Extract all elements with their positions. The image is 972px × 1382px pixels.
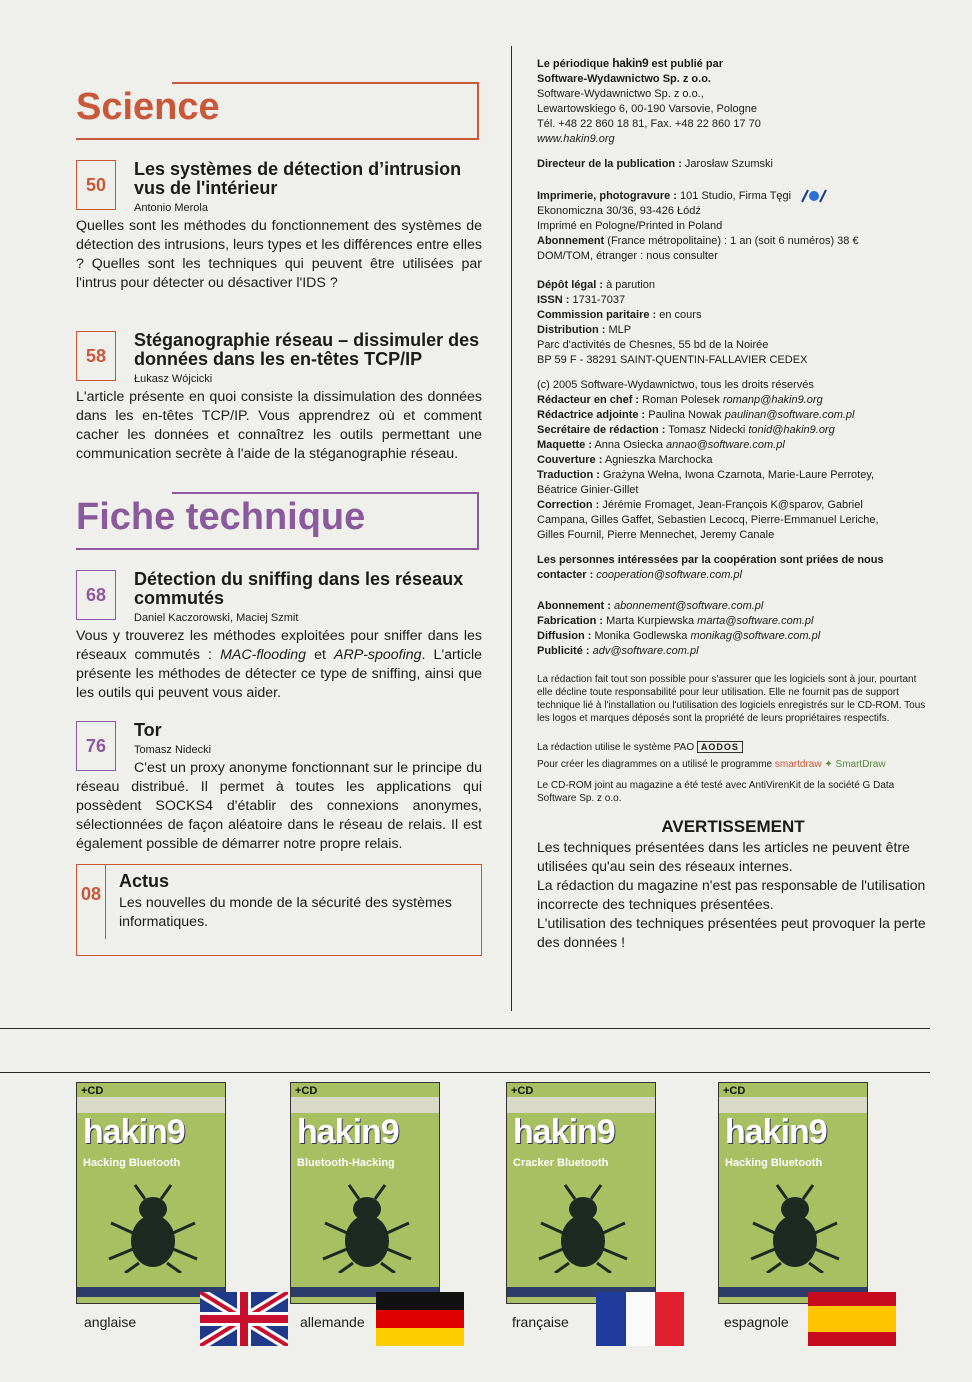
article-title: Tor	[134, 720, 162, 740]
article-68	[76, 570, 482, 703]
article-title: Les systèmes de détection d’intrusion vus de l'intérieur	[134, 159, 462, 198]
article-summary: Quelles sont les méthodes du fonctionnement des systèmes de détection des intrusions, leurs types et les différences entre elles ? Quelles sont les techniques qui peuvent être utilisées par l'intrus pour détecter ou désactiver l'IDS ?	[76, 218, 482, 291]
article-title: Stéganographie réseau – dissimuler des données dans les en-têtes TCP/IP	[134, 330, 480, 369]
cover-spanish: +CD hakin9 Hacking Bluetooth	[718, 1082, 868, 1304]
page-number: 76	[76, 721, 116, 771]
beetle-icon	[535, 1183, 631, 1273]
article-summary: L'article présente en quoi consiste la dissimulation des données dans les en-têtes TCP/IP. Vous apprendrez où et comment cacher les données et connaîtrez les outils permettant une communication secrète à l'aide de la stéganographie réseau.	[76, 389, 482, 462]
page-number: 68	[76, 570, 116, 620]
cover-german: +CD hakin9 Bluetooth-Hacking	[290, 1082, 440, 1304]
article-50	[76, 160, 482, 293]
smartdraw-logo: smartdraw	[774, 759, 822, 770]
smartdraw-logo-2: ✦ SmartDraw	[824, 759, 886, 770]
article-author: Antonio Merola	[134, 202, 208, 214]
aodos-logo: AODOS	[697, 741, 743, 753]
imprint-column: Le périodique hakin9 est publié par Software-Wydawnictwo Sp. z o.o. Software-Wydawnictwo Sp. z o.o., Lewartowskiego 6, 00-190 Varsovie, Pologne Tél. +48 22 860 18 81, Fax. +48 22 860 17 70 www.hakin9.org Directeur de la publication : Jarosław Szumski Imprimerie, photogravure : 101 Studio, Firma Tęgi Ekonomiczna 30/36, 93-426 Łódź Imprimé en Pologne/Printed in Poland Abonnement (France métropolitaine) : 1 an (soit 6 numéros) 38 € DOM/TOM, étranger : nous consulter Dépôt légal : à parution ISSN : 1731-7037 Commission paritaire : en cours Distribution : MLP Parc d'activités de Chesnes, 55 bd de la Noirée BP 59 F - 38291 SAINT-QUENTIN-FALLAVIER CEDEX (c) 2005 Software-Wydawnictwo, tous les droits réservés Rédacteur en chef : Roman Polesek romanp@hakin9.org Rédactrice adjointe : Paulina Nowak paulinan@software.com.pl Secrétaire de rédaction : Tomasz Nidecki tonid@hakin9.org Maquette : Anna Osiecka annao@software.com.pl Couverture : Agnieszka Marchocka Traduction : Grażyna Wełna, Iwona Czarnota, Marie-Laure Perrotey, Béatrice Ginier-Gillet Correction : Jérémie Fromaget, Jean-François K@sparov, Gabriel Campana, Gilles Gaffet, Sebastien Lecocq, Pierre-Emmanuel Leriche, Gilles Fournil, Pierre Mennechet, Jeremy Canale Les personnes intéressées par la coopération sont priées de nous contacter : cooperation@software.com.pl Abonnement : abonnement@software.com.pl Fabrication : Marta Kurpiewska marta@software.com.pl Diffusion : Monika Godlewska monikag@software.com.pl Publicité : adv@software.com.pl La rédaction fait tout son possible pour s'assurer que les logiciels sont à jour, pourtant elle décline toute responsabilité pour leur utilisation. Elle ne fournit pas de support technique lié à l'installation ou l'utilisation des logiciels enregistrés sur le CD-ROM. Tous les logos et marques déposés sont la propriété de leurs propriétaires respectifs. La rédaction utilise le système PAO AODOS Pour créer les diagrammes on a utilisé le programme smartdraw ✦ SmartDraw Le CD-ROM joint au magazine a été testé avec AntiVirenKit de la société G Data Software Sp. z o.o. AVERTISSEMENT Les techniques présentées dans les articles ne peuvent être utilisées qu'au sein des réseaux internes. La rédaction du magazine n'est pas responsable de l'utilisation incorrecte des techniques présentées. L'utilisation des techniques présentées peut provoquer la perte des données !	[537, 56, 929, 952]
horizontal-divider-bottom	[0, 1072, 930, 1073]
article-author: Daniel Kaczorowski, Maciej Szmit	[134, 612, 299, 624]
lang-label: anglaise	[84, 1314, 137, 1330]
germany-flag-icon	[376, 1292, 464, 1346]
article-author: Tomasz Nidecki	[134, 744, 212, 756]
warning-body: Les techniques présentées dans les articles ne peuvent être utilisées qu'au sein des réseaux internes. La rédaction du magazine n'est pas responsable de l'utilisation incorrecte des techniques présentées. L'utilisation des techniques présentées peut provoquer la perte des données !	[537, 839, 926, 950]
article-author: Łukasz Wójcicki	[134, 373, 213, 385]
france-flag-icon	[596, 1292, 684, 1346]
lang-label: française	[512, 1314, 569, 1330]
international-editions	[76, 1082, 936, 1352]
cover-french: +CD hakin9 Cracker Bluetooth	[506, 1082, 656, 1304]
article-summary: Vous y trouverez les méthodes exploitées pour sniffer dans les réseaux commutés : MAC-flooding et ARP-spoofing. L'article présente les méthodes de détecter ce type de sniffing, ainsi que les outils qui peuvent vous aider.	[76, 628, 483, 701]
article-76	[76, 721, 482, 854]
actus-summary: Les nouvelles du monde de la sécurité des systèmes informatiques.	[119, 895, 452, 930]
hakin9-logo-text: hakin9	[612, 56, 649, 70]
spain-flag-icon	[808, 1292, 896, 1346]
article-summary: C'est un proxy anonyme fonctionnant sur le principe du réseau distribué. Il permet à toutes les applications qui possèdent SOCKS4 d'établir des connexions anonymes, sélectionnées de façon aléatoire dans le réseau de relais. Il est également possible de démarrer notre propre relais.	[76, 760, 482, 852]
science-section-header	[76, 82, 482, 146]
article-title: Détection du sniffing dans les réseaux commutés	[134, 569, 464, 608]
article-58	[76, 331, 482, 464]
science-heading: Science	[76, 86, 220, 128]
lang-label: allemande	[300, 1314, 365, 1330]
website-link: www.hakin9.org	[537, 133, 615, 145]
fiche-heading: Fiche technique	[76, 496, 366, 538]
contents-column	[76, 82, 482, 956]
horizontal-divider-top	[0, 1028, 930, 1029]
hakin9-logo: hakin9	[513, 1113, 615, 1151]
beetle-icon	[747, 1183, 843, 1273]
hakin9-logo: hakin9	[83, 1113, 185, 1151]
warning-title: AVERTISSEMENT	[661, 817, 805, 836]
hakin9-logo: hakin9	[725, 1113, 827, 1151]
actus-box	[76, 864, 482, 956]
fiche-section-header	[76, 492, 482, 556]
beetle-icon	[319, 1183, 415, 1273]
disclaimer: La rédaction fait tout son possible pour s'assurer que les logiciels sont à jour, pourtant elle décline toute responsabilité pour leur utilisation. Elle ne fournit pas de support technique lié à l'installation ou l'utilisation des logiciels enregistrés sur le CD-ROM. Tous les logos et marques déposés sont la propriété de leurs propriétaires respectifs.	[537, 674, 926, 724]
uk-flag-icon	[200, 1292, 288, 1346]
actus-title: Actus	[119, 871, 170, 891]
page-number: 50	[76, 160, 116, 210]
studio-logo-icon	[800, 188, 828, 204]
page-number: 58	[76, 331, 116, 381]
page-number: 08	[77, 865, 106, 939]
lang-label: espagnole	[724, 1314, 789, 1330]
beetle-icon	[105, 1183, 201, 1273]
cover-english: +CD hakin9 Hacking Bluetooth	[76, 1082, 226, 1304]
column-divider	[511, 46, 512, 1011]
hakin9-logo: hakin9	[297, 1113, 399, 1151]
